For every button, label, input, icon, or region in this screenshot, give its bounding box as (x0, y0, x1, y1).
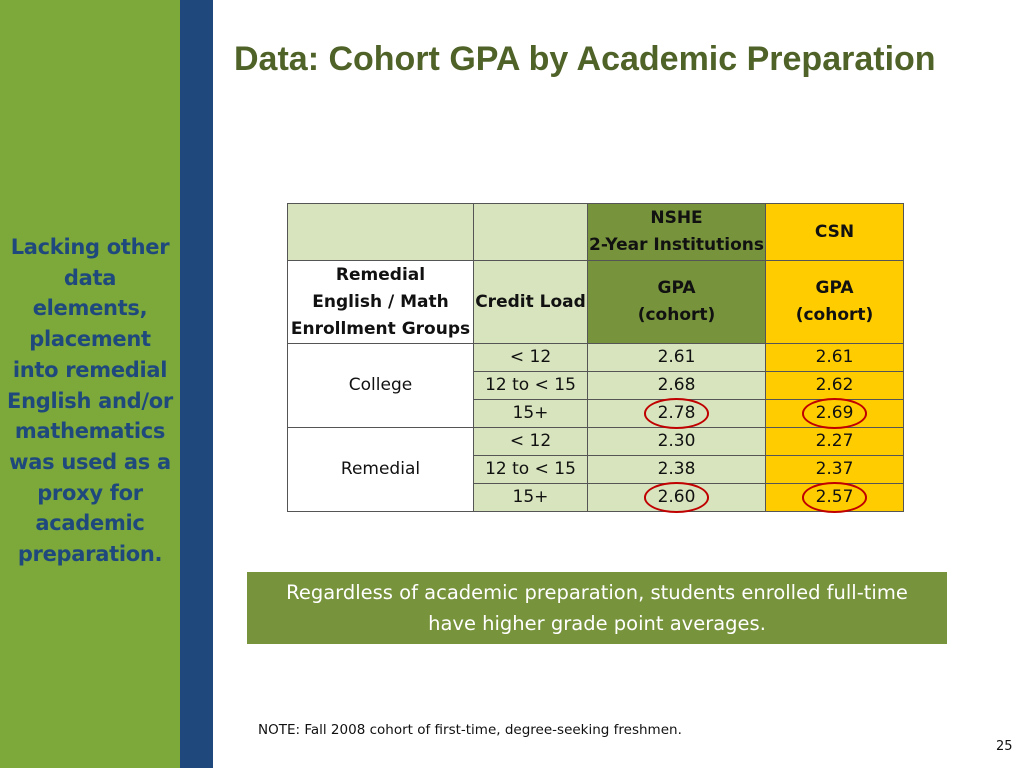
highlighted-value (658, 400, 696, 427)
red-circle-annotation (802, 398, 868, 429)
credit-load-cell: 12 to < 15 (474, 456, 588, 484)
table-subheader-row (288, 261, 904, 344)
red-circle-annotation (644, 398, 710, 429)
callout-line2: have higher grade point averages. (428, 612, 766, 635)
empty-header-cell (474, 204, 588, 261)
empty-header-cell (288, 204, 474, 261)
table-header-row (288, 204, 904, 261)
credit-load-cell: < 12 (474, 428, 588, 456)
gpa-table (287, 203, 904, 512)
nshe-header-cell (588, 204, 766, 261)
group-header-cell (288, 261, 474, 344)
sidebar-text: Lacking other data elements, placement into remedial English and/or mathematics was used as a proxy for academic preparation. (7, 235, 173, 567)
csn-header-cell: CSN (766, 204, 904, 261)
group-name-cell: College (288, 344, 474, 428)
nshe-gpa-header-cell (588, 261, 766, 344)
group-name-cell: Remedial (288, 428, 474, 512)
red-circle-annotation (802, 482, 868, 513)
csn-gpa-value: 2.69 (815, 403, 854, 423)
nshe-gpa-cell: 2.30 (588, 428, 766, 456)
highlighted-value (658, 484, 696, 511)
credit-load-cell: < 12 (474, 344, 588, 372)
nshe-header-line1: NSHE (650, 208, 703, 228)
csn-gpa-cell: 2.27 (766, 428, 904, 456)
highlighted-value (816, 484, 854, 511)
nshe-gpa-header-line1: GPA (657, 278, 696, 298)
credit-load-cell: 12 to < 15 (474, 372, 588, 400)
highlighted-value (816, 400, 854, 427)
csn-gpa-header-line1: GPA (815, 278, 854, 298)
credit-load-cell: 15+ (474, 484, 588, 512)
csn-gpa-cell: 2.37 (766, 456, 904, 484)
credit-load-cell: 15+ (474, 400, 588, 428)
nshe-gpa-cell: 2.68 (588, 372, 766, 400)
csn-gpa-cell (766, 400, 904, 428)
nshe-header-line2: 2-Year Institutions (588, 235, 765, 255)
sidebar-panel (0, 0, 181, 768)
nshe-gpa-cell (588, 400, 766, 428)
group-header-line1: Remedial (335, 264, 426, 285)
csn-gpa-cell: 2.62 (766, 372, 904, 400)
nshe-gpa-cell: 2.61 (588, 344, 766, 372)
csn-gpa-cell: 2.61 (766, 344, 904, 372)
nshe-gpa-value: 2.78 (657, 403, 696, 423)
group-header-line3: Enrollment Groups (290, 318, 471, 339)
page-title: Data: Cohort GPA by Academic Preparation (234, 40, 936, 78)
group-header-line2: English / Math (312, 291, 449, 312)
table-row (288, 344, 904, 372)
nshe-gpa-cell (588, 484, 766, 512)
csn-gpa-cell (766, 484, 904, 512)
csn-gpa-value: 2.57 (815, 487, 854, 507)
page-number: 25 (996, 739, 1013, 754)
nshe-gpa-cell: 2.38 (588, 456, 766, 484)
nshe-gpa-header-line2: (cohort) (637, 305, 716, 325)
footnote: NOTE: Fall 2008 cohort of first-time, degree-seeking freshmen. (258, 722, 682, 738)
table-row (288, 428, 904, 456)
callout-box (247, 572, 947, 644)
nshe-gpa-value: 2.60 (657, 487, 696, 507)
credit-load-header-cell: Credit Load (474, 261, 588, 344)
csn-gpa-header-cell (766, 261, 904, 344)
accent-band (180, 0, 213, 768)
csn-gpa-header-line2: (cohort) (795, 305, 874, 325)
callout-line1: Regardless of academic preparation, students enrolled full-time (286, 581, 908, 604)
red-circle-annotation (644, 482, 710, 513)
